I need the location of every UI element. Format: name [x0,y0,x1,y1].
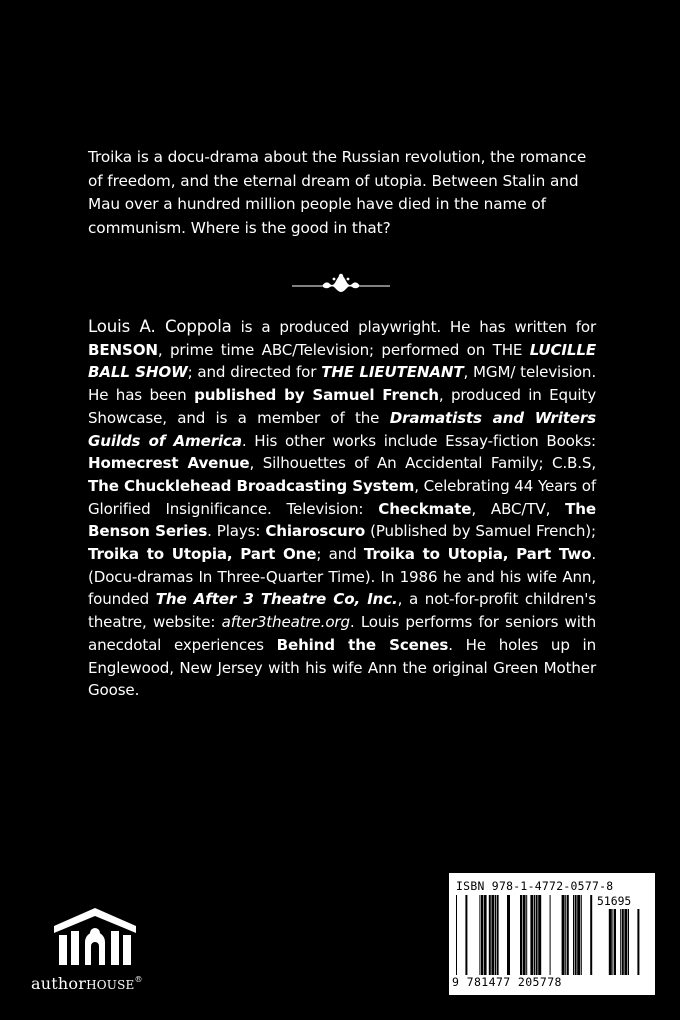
addon-barcode-bars [601,909,651,975]
isbn-barcode [449,873,655,995]
author-name: Louis A. Coppola [88,317,232,336]
authorhouse-logo-icon [50,906,140,968]
author-bio: Louis A. Coppola is a produced playwright. He has written for BENSON, prime time ABC/Television; performed on THE LUCILLE BALL SHOW; and directed for THE LIEUTENANT, MGM/ television. He has been published by Samuel French, produced in Equity Showcase, and is a member of the Dramatists and Writers Guilds of America. His other works include Essay-fiction Books: Homecrest Avenue, Silhouettes of An Accidental Family; C.B.S, The Chucklehead Broadcasting System, Celebrating 44 Years of Glorified Insignificance. Television: Checkmate, ABC/TV, The Benson Series. Plays: Chiaroscuro (Published by Samuel French); Troika to Utopia, Part One; and Troika to Utopia, Part Two. (Docu-dramas In Three-Quarter Time). In 1986 he and his wife Ann, founded The After 3 Theatre Co, Inc., a not-for-profit children's theatre, website: after3theatre.org. Louis performs for seniors with anecdotal experiences Behind the Scenes. He holes up in Englewood, New Jersey with his wife Ann the original Green Mother Goose. [88,317,596,700]
publisher-name: authorHOUSE® [31,974,143,993]
barcode-digits: 9 781477 205778 [452,975,562,989]
synopsis-text: Troika is a docu-drama about the Russian revolution, the romance of freedom, and the eternal dream of utopia. Between Stalin and Mau over a hundred million people have died in the name of communism. Where is the good in that? [88,148,587,237]
barcode-bars [456,895,596,975]
ornament-divider-icon [290,272,392,294]
isbn-label: ISBN 978-1-4772-0577-8 [456,879,614,893]
synopsis-block [88,146,596,240]
price-code: 51695 [597,894,632,908]
